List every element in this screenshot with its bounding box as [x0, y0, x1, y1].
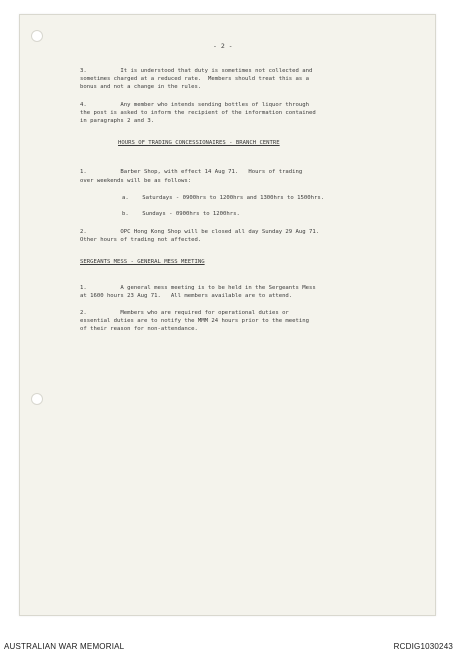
paragraph-4-line-3: in paragraphs 2 and 3. [80, 118, 155, 124]
footer-institution-label: AUSTRALIAN WAR MEMORIAL [4, 642, 125, 651]
section2-para1-line-2: at 1600 hours 23 Aug 71. All members available are to attend. [80, 293, 293, 299]
section1-para2-line-2: Other hours of trading not affected. [80, 237, 202, 243]
section2-para2-line-1: 2. Members who are required for operational duties or [80, 310, 289, 316]
footer-record-id: RCDIG1030243 [393, 642, 453, 651]
section2-para2-line-2: essential duties are to notify the MMM 24 hours prior to the meeting [80, 318, 310, 324]
heading-hours-of-trading: HOURS OF TRADING CONCESSIONAIRES - BRANCH CENTRE [118, 140, 280, 146]
section1-item-b: b. Sundays - 0900hrs to 1200hrs. [122, 211, 240, 217]
punch-hole-top [31, 30, 43, 42]
section2-para1-line-1: 1. A general mess meeting is to be held in the Sergeants Mess [80, 285, 316, 291]
section1-para1-line-1: 1. Barber Shop, with effect 14 Aug 71. Hours of trading [80, 169, 303, 175]
paragraph-4-line-2: the post is asked to inform the recipient of the information contained [80, 110, 316, 116]
page-number: - 2 - [213, 42, 233, 50]
section1-item-a: a. Saturdays - 0900hrs to 1200hrs and 1300hrs to 1500hrs. [122, 195, 325, 201]
paragraph-4-line-1: 4. Any member who intends sending bottles of liquor through [80, 102, 310, 108]
section1-para1-line-2: over weekends will be as follows: [80, 178, 192, 184]
section2-para2-line-3: of their reason for non-attendance. [80, 326, 198, 332]
section1-para2-line-1: 2. OPC Hong Kong Shop will be closed all day Sunday 29 Aug 71. [80, 229, 320, 235]
paragraph-3-line-1: 3. It is understood that duty is sometimes not collected and [80, 68, 313, 74]
punch-hole-middle [31, 393, 43, 405]
paragraph-3-line-2: sometimes charged at a reduced rate. Members should treat this as a [80, 76, 310, 82]
paragraph-3-line-3: bonus and not a change in the rules. [80, 84, 202, 90]
heading-sergeants-mess: SERGEANTS MESS - GENERAL MESS MEETING [80, 259, 205, 265]
